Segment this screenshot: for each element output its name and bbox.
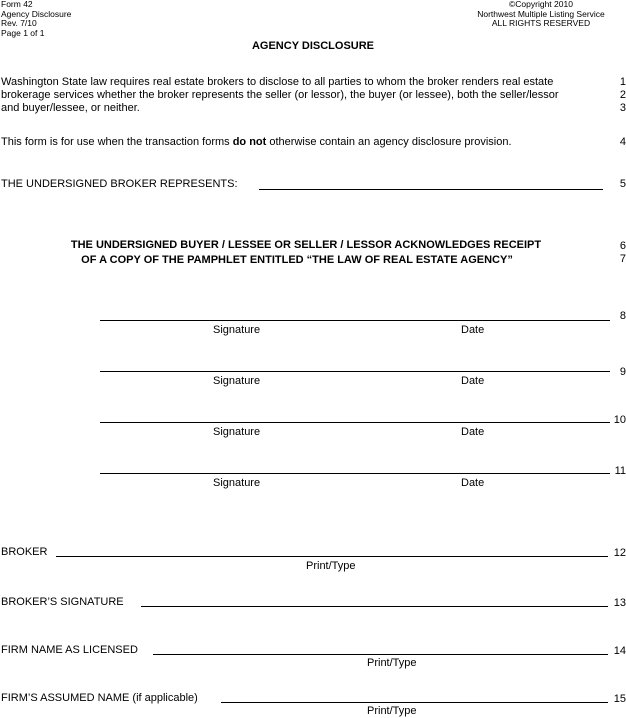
broker-caption: Print/Type bbox=[306, 560, 356, 572]
intro-line-3: and buyer/lessee, or neither. bbox=[1, 102, 140, 114]
line-number: 4 bbox=[619, 136, 626, 148]
form-name: Agency Disclosure bbox=[1, 8, 72, 19]
page-title: AGENCY DISCLOSURE bbox=[251, 40, 375, 52]
firm-name-caption: Print/Type bbox=[367, 657, 417, 669]
signature-line[interactable] bbox=[100, 473, 610, 474]
line-number: 9 bbox=[619, 366, 626, 378]
line-number: 13 bbox=[613, 597, 626, 609]
form-header-left bbox=[1, 0, 71, 38]
represents-label: THE UNDERSIGNED BROKER REPRESENTS: bbox=[1, 178, 238, 190]
signature-line[interactable] bbox=[100, 422, 610, 423]
line-number: 3 bbox=[619, 102, 626, 114]
acknowledgment-line-1: THE UNDERSIGNED BUYER / LESSEE OR SELLER / LESSOR ACKNOWLEDGES RECEIPT bbox=[70, 239, 542, 251]
usage-text-after: otherwise contain an agency disclosure provision. bbox=[266, 136, 512, 148]
broker-signature-label: BROKER’S SIGNATURE bbox=[1, 596, 124, 608]
form-header-right bbox=[476, 0, 606, 29]
line-number: 2 bbox=[619, 89, 626, 101]
firm-name-label: FIRM NAME AS LICENSED bbox=[1, 644, 138, 656]
line-number: 11 bbox=[614, 465, 626, 477]
line-number: 1 bbox=[619, 76, 626, 88]
date-caption: Date bbox=[461, 324, 485, 336]
signature-caption: Signature bbox=[213, 477, 261, 489]
line-number: 12 bbox=[613, 547, 626, 559]
page-count: Page 1 of 1 bbox=[1, 27, 45, 38]
date-caption: Date bbox=[461, 426, 485, 438]
usage-text-before: This form is for use when the transaction forms bbox=[1, 136, 233, 148]
signature-line[interactable] bbox=[100, 371, 610, 372]
form-revision: Rev. 7/10 bbox=[1, 18, 37, 28]
firm-name-field[interactable] bbox=[153, 654, 608, 655]
acknowledgment-line-2: OF A COPY OF THE PAMPHLET ENTITLED “THE LAW OF REAL ESTATE AGENCY” bbox=[81, 254, 513, 266]
signature-line[interactable] bbox=[100, 320, 610, 321]
broker-field[interactable] bbox=[56, 556, 608, 557]
line-number: 5 bbox=[619, 178, 626, 190]
publisher: Northwest Multiple Listing Service bbox=[477, 8, 605, 19]
signature-caption: Signature bbox=[213, 324, 261, 336]
date-caption: Date bbox=[461, 477, 485, 489]
intro-line-1: Washington State law requires real estate brokers to disclose to all parties to whom the broker renders real estate bbox=[1, 76, 554, 88]
copyright: ©Copyright 2010 bbox=[509, 0, 573, 9]
firm-assumed-name-field[interactable] bbox=[221, 702, 608, 703]
usage-text-bold: do not bbox=[232, 136, 267, 148]
firm-assumed-name-caption: Print/Type bbox=[367, 705, 417, 717]
rights-notice: ALL RIGHTS RESERVED bbox=[491, 18, 591, 28]
broker-signature-field[interactable] bbox=[141, 606, 608, 607]
date-caption: Date bbox=[461, 375, 485, 387]
line-number: 15 bbox=[613, 693, 626, 705]
signature-caption: Signature bbox=[213, 426, 261, 438]
signature-caption: Signature bbox=[213, 375, 261, 387]
line-number: 7 bbox=[619, 253, 626, 265]
line-number: 14 bbox=[613, 645, 626, 657]
intro-line-2: brokerage services whether the broker represents the seller (or lessor), the buyer (or lessee), both the seller/lessor bbox=[1, 89, 559, 101]
line-number: 8 bbox=[619, 310, 626, 322]
usage-statement bbox=[1, 136, 512, 149]
form-number: Form 42 bbox=[1, 0, 33, 9]
line-number: 6 bbox=[619, 240, 626, 252]
firm-assumed-name-label: FIRM’S ASSUMED NAME (if applicable) bbox=[1, 692, 198, 704]
line-number: 10 bbox=[613, 414, 626, 426]
broker-label: BROKER bbox=[1, 546, 48, 558]
represents-field[interactable] bbox=[259, 189, 603, 190]
